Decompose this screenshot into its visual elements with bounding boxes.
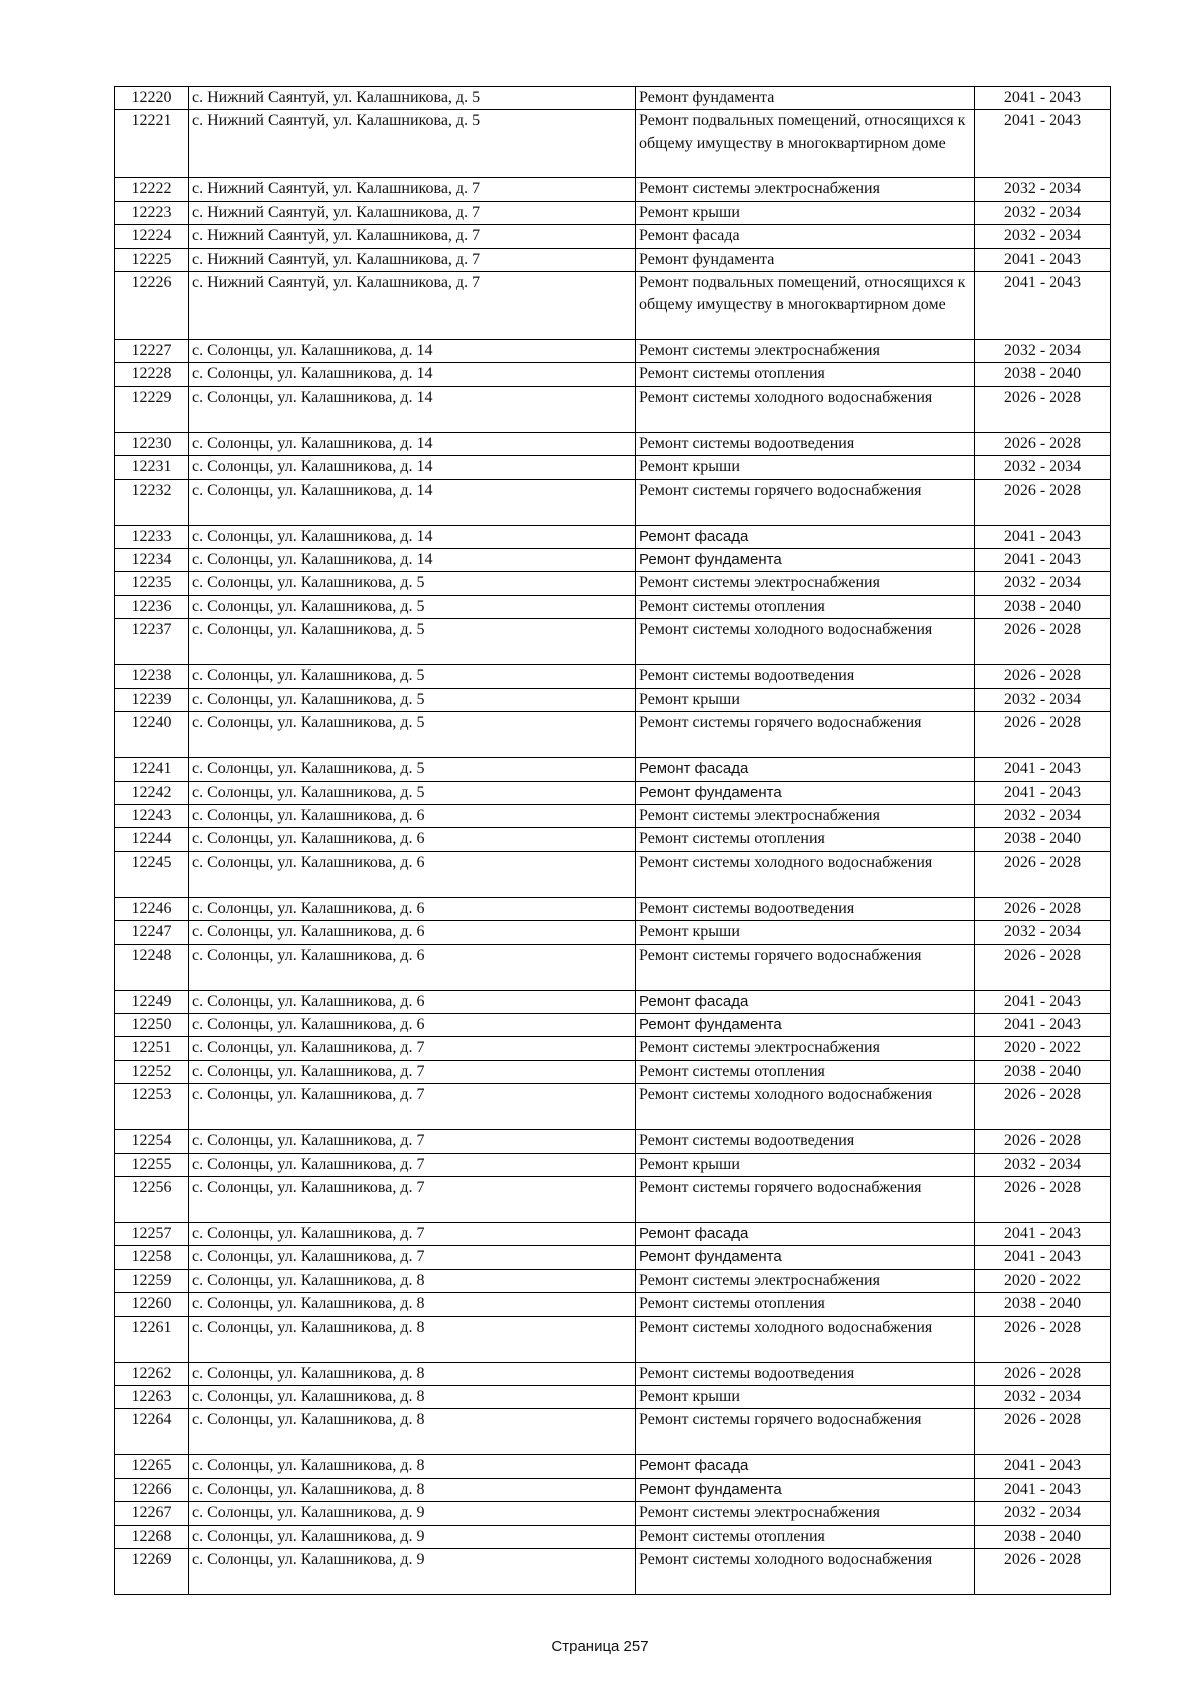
row-number-cell: 12239 bbox=[115, 688, 189, 711]
table-row bbox=[115, 87, 1111, 110]
period-cell: 2026 - 2028 bbox=[975, 665, 1111, 688]
table-row bbox=[115, 804, 1111, 827]
address-cell: с. Солонцы, ул. Калашникова, д. 9 bbox=[189, 1525, 636, 1548]
address-cell: с. Нижний Саянтуй, ул. Калашникова, д. 5 bbox=[189, 110, 636, 178]
table-row bbox=[115, 201, 1111, 224]
period-cell: 2026 - 2028 bbox=[975, 1549, 1111, 1595]
period-cell: 2026 - 2028 bbox=[975, 712, 1111, 758]
work-type-cell: Ремонт системы электроснабжения bbox=[636, 1037, 975, 1060]
row-number-cell: 12235 bbox=[115, 572, 189, 595]
table-body bbox=[115, 87, 1111, 1595]
period-cell: 2041 - 2043 bbox=[975, 87, 1111, 110]
address-cell: с. Солонцы, ул. Калашникова, д. 14 bbox=[189, 386, 636, 432]
period-cell: 2041 - 2043 bbox=[975, 1455, 1111, 1478]
row-number-cell: 12221 bbox=[115, 110, 189, 178]
address-cell: с. Солонцы, ул. Калашникова, д. 5 bbox=[189, 781, 636, 804]
work-type-cell: Ремонт системы горячего водоснабжения bbox=[636, 1176, 975, 1222]
address-cell: с. Солонцы, ул. Калашникова, д. 8 bbox=[189, 1269, 636, 1292]
row-number-cell: 12232 bbox=[115, 479, 189, 525]
row-number-cell: 12248 bbox=[115, 944, 189, 990]
work-type-cell: Ремонт системы отопления bbox=[636, 1525, 975, 1548]
address-cell: с. Солонцы, ул. Калашникова, д. 5 bbox=[189, 758, 636, 781]
table-row bbox=[115, 1084, 1111, 1130]
table-row bbox=[115, 340, 1111, 363]
period-cell: 2041 - 2043 bbox=[975, 1478, 1111, 1501]
period-cell: 2032 - 2034 bbox=[975, 201, 1111, 224]
table-row bbox=[115, 525, 1111, 548]
work-type-cell: Ремонт фундамента bbox=[636, 781, 975, 804]
period-cell: 2038 - 2040 bbox=[975, 828, 1111, 851]
table-row bbox=[115, 944, 1111, 990]
work-type-cell: Ремонт системы холодного водоснабжения bbox=[636, 851, 975, 897]
address-cell: с. Солонцы, ул. Калашникова, д. 8 bbox=[189, 1409, 636, 1455]
work-type-cell: Ремонт фасада bbox=[636, 1455, 975, 1478]
row-number-cell: 12246 bbox=[115, 897, 189, 920]
row-number-cell: 12263 bbox=[115, 1386, 189, 1409]
address-cell: с. Солонцы, ул. Калашникова, д. 6 bbox=[189, 921, 636, 944]
row-number-cell: 12254 bbox=[115, 1130, 189, 1153]
work-type-cell: Ремонт фасада bbox=[636, 1222, 975, 1245]
period-cell: 2032 - 2034 bbox=[975, 340, 1111, 363]
address-cell: с. Солонцы, ул. Калашникова, д. 7 bbox=[189, 1084, 636, 1130]
work-type-cell: Ремонт крыши bbox=[636, 688, 975, 711]
address-cell: с. Солонцы, ул. Калашникова, д. 7 bbox=[189, 1246, 636, 1269]
address-cell: с. Солонцы, ул. Калашникова, д. 14 bbox=[189, 456, 636, 479]
row-number-cell: 12260 bbox=[115, 1293, 189, 1316]
address-cell: с. Солонцы, ул. Калашникова, д. 5 bbox=[189, 595, 636, 618]
period-cell: 2032 - 2034 bbox=[975, 225, 1111, 248]
row-number-cell: 12234 bbox=[115, 549, 189, 572]
period-cell: 2041 - 2043 bbox=[975, 272, 1111, 340]
period-cell: 2026 - 2028 bbox=[975, 897, 1111, 920]
period-cell: 2026 - 2028 bbox=[975, 1130, 1111, 1153]
table-row bbox=[115, 178, 1111, 201]
period-cell: 2032 - 2034 bbox=[975, 804, 1111, 827]
address-cell: с. Солонцы, ул. Калашникова, д. 6 bbox=[189, 944, 636, 990]
work-type-cell: Ремонт фундамента bbox=[636, 549, 975, 572]
address-cell: с. Нижний Саянтуй, ул. Калашникова, д. 7 bbox=[189, 248, 636, 271]
address-cell: с. Солонцы, ул. Калашникова, д. 6 bbox=[189, 1013, 636, 1036]
table-row bbox=[115, 456, 1111, 479]
period-cell: 2041 - 2043 bbox=[975, 248, 1111, 271]
work-type-cell: Ремонт фундамента bbox=[636, 248, 975, 271]
address-cell: с. Нижний Саянтуй, ул. Калашникова, д. 7 bbox=[189, 178, 636, 201]
table-row bbox=[115, 1269, 1111, 1292]
period-cell: 2026 - 2028 bbox=[975, 851, 1111, 897]
row-number-cell: 12255 bbox=[115, 1153, 189, 1176]
table-row bbox=[115, 1502, 1111, 1525]
row-number-cell: 12251 bbox=[115, 1037, 189, 1060]
address-cell: с. Солонцы, ул. Калашникова, д. 14 bbox=[189, 479, 636, 525]
row-number-cell: 12268 bbox=[115, 1525, 189, 1548]
table-row bbox=[115, 1246, 1111, 1269]
period-cell: 2032 - 2034 bbox=[975, 456, 1111, 479]
row-number-cell: 12236 bbox=[115, 595, 189, 618]
work-type-cell: Ремонт системы электроснабжения bbox=[636, 1269, 975, 1292]
work-type-cell: Ремонт системы отопления bbox=[636, 1293, 975, 1316]
address-cell: с. Солонцы, ул. Калашникова, д. 8 bbox=[189, 1455, 636, 1478]
table-row bbox=[115, 549, 1111, 572]
work-type-cell: Ремонт системы отопления bbox=[636, 363, 975, 386]
address-cell: с. Солонцы, ул. Калашникова, д. 14 bbox=[189, 363, 636, 386]
address-cell: с. Солонцы, ул. Калашникова, д. 14 bbox=[189, 340, 636, 363]
address-cell: с. Солонцы, ул. Калашникова, д. 5 bbox=[189, 665, 636, 688]
period-cell: 2041 - 2043 bbox=[975, 1246, 1111, 1269]
address-cell: с. Солонцы, ул. Калашникова, д. 5 bbox=[189, 572, 636, 595]
period-cell: 2026 - 2028 bbox=[975, 1084, 1111, 1130]
period-cell: 2026 - 2028 bbox=[975, 619, 1111, 665]
table-row bbox=[115, 1293, 1111, 1316]
row-number-cell: 12228 bbox=[115, 363, 189, 386]
work-type-cell: Ремонт системы водоотведения bbox=[636, 665, 975, 688]
work-type-cell: Ремонт системы холодного водоснабжения bbox=[636, 619, 975, 665]
row-number-cell: 12249 bbox=[115, 990, 189, 1013]
table-row bbox=[115, 665, 1111, 688]
work-type-cell: Ремонт системы водоотведения bbox=[636, 1130, 975, 1153]
row-number-cell: 12230 bbox=[115, 432, 189, 455]
table-row bbox=[115, 1060, 1111, 1083]
row-number-cell: 12259 bbox=[115, 1269, 189, 1292]
address-cell: с. Солонцы, ул. Калашникова, д. 7 bbox=[189, 1222, 636, 1245]
table-row bbox=[115, 897, 1111, 920]
period-cell: 2041 - 2043 bbox=[975, 549, 1111, 572]
row-number-cell: 12222 bbox=[115, 178, 189, 201]
table-row bbox=[115, 572, 1111, 595]
repair-schedule-table bbox=[114, 86, 1111, 1595]
address-cell: с. Солонцы, ул. Калашникова, д. 7 bbox=[189, 1060, 636, 1083]
period-cell: 2041 - 2043 bbox=[975, 110, 1111, 178]
period-cell: 2041 - 2043 bbox=[975, 525, 1111, 548]
row-number-cell: 12257 bbox=[115, 1222, 189, 1245]
row-number-cell: 12224 bbox=[115, 225, 189, 248]
table-row bbox=[115, 1222, 1111, 1245]
period-cell: 2032 - 2034 bbox=[975, 1386, 1111, 1409]
period-cell: 2041 - 2043 bbox=[975, 758, 1111, 781]
row-number-cell: 12243 bbox=[115, 804, 189, 827]
period-cell: 2038 - 2040 bbox=[975, 1525, 1111, 1548]
table-row bbox=[115, 386, 1111, 432]
address-cell: с. Солонцы, ул. Калашникова, д. 5 bbox=[189, 619, 636, 665]
period-cell: 2026 - 2028 bbox=[975, 479, 1111, 525]
row-number-cell: 12262 bbox=[115, 1362, 189, 1385]
table-row bbox=[115, 1153, 1111, 1176]
table-row bbox=[115, 990, 1111, 1013]
address-cell: с. Солонцы, ул. Калашникова, д. 8 bbox=[189, 1386, 636, 1409]
work-type-cell: Ремонт системы холодного водоснабжения bbox=[636, 386, 975, 432]
work-type-cell: Ремонт системы отопления bbox=[636, 1060, 975, 1083]
table-row bbox=[115, 1316, 1111, 1362]
row-number-cell: 12238 bbox=[115, 665, 189, 688]
row-number-cell: 12229 bbox=[115, 386, 189, 432]
address-cell: с. Солонцы, ул. Калашникова, д. 5 bbox=[189, 688, 636, 711]
row-number-cell: 12247 bbox=[115, 921, 189, 944]
period-cell: 2032 - 2034 bbox=[975, 921, 1111, 944]
work-type-cell: Ремонт системы водоотведения bbox=[636, 897, 975, 920]
table-row bbox=[115, 1525, 1111, 1548]
period-cell: 2026 - 2028 bbox=[975, 944, 1111, 990]
table-row bbox=[115, 1362, 1111, 1385]
work-type-cell: Ремонт фасада bbox=[636, 990, 975, 1013]
work-type-cell: Ремонт системы холодного водоснабжения bbox=[636, 1549, 975, 1595]
period-cell: 2038 - 2040 bbox=[975, 595, 1111, 618]
work-type-cell: Ремонт крыши bbox=[636, 921, 975, 944]
work-type-cell: Ремонт подвальных помещений, относящихся к общему имуществу в многоквартирном доме bbox=[636, 110, 975, 178]
period-cell: 2041 - 2043 bbox=[975, 781, 1111, 804]
table-row bbox=[115, 1013, 1111, 1036]
address-cell: с. Солонцы, ул. Калашникова, д. 6 bbox=[189, 897, 636, 920]
work-type-cell: Ремонт фасада bbox=[636, 525, 975, 548]
table-row bbox=[115, 1130, 1111, 1153]
work-type-cell: Ремонт системы горячего водоснабжения bbox=[636, 479, 975, 525]
address-cell: с. Солонцы, ул. Калашникова, д. 7 bbox=[189, 1130, 636, 1153]
period-cell: 2026 - 2028 bbox=[975, 432, 1111, 455]
work-type-cell: Ремонт крыши bbox=[636, 1386, 975, 1409]
address-cell: с. Нижний Саянтуй, ул. Калашникова, д. 7 bbox=[189, 225, 636, 248]
work-type-cell: Ремонт системы электроснабжения bbox=[636, 804, 975, 827]
work-type-cell: Ремонт крыши bbox=[636, 456, 975, 479]
table-row bbox=[115, 1549, 1111, 1595]
address-cell: с. Солонцы, ул. Калашникова, д. 8 bbox=[189, 1293, 636, 1316]
work-type-cell: Ремонт системы водоотведения bbox=[636, 1362, 975, 1385]
row-number-cell: 12226 bbox=[115, 272, 189, 340]
table-row bbox=[115, 758, 1111, 781]
address-cell: с. Солонцы, ул. Калашникова, д. 6 bbox=[189, 851, 636, 897]
table-row bbox=[115, 1478, 1111, 1501]
row-number-cell: 12244 bbox=[115, 828, 189, 851]
table-row bbox=[115, 363, 1111, 386]
work-type-cell: Ремонт фундамента bbox=[636, 1478, 975, 1501]
period-cell: 2032 - 2034 bbox=[975, 1502, 1111, 1525]
row-number-cell: 12266 bbox=[115, 1478, 189, 1501]
period-cell: 2041 - 2043 bbox=[975, 1222, 1111, 1245]
work-type-cell: Ремонт подвальных помещений, относящихся к общему имуществу в многоквартирном доме bbox=[636, 272, 975, 340]
row-number-cell: 12267 bbox=[115, 1502, 189, 1525]
page-number: Страница 257 bbox=[551, 1638, 649, 1655]
address-cell: с. Солонцы, ул. Калашникова, д. 7 bbox=[189, 1176, 636, 1222]
address-cell: с. Солонцы, ул. Калашникова, д. 8 bbox=[189, 1316, 636, 1362]
address-cell: с. Нижний Саянтуй, ул. Калашникова, д. 7 bbox=[189, 201, 636, 224]
table-row bbox=[115, 1037, 1111, 1060]
address-cell: с. Солонцы, ул. Калашникова, д. 7 bbox=[189, 1153, 636, 1176]
address-cell: с. Солонцы, ул. Калашникова, д. 14 bbox=[189, 549, 636, 572]
period-cell: 2026 - 2028 bbox=[975, 1316, 1111, 1362]
row-number-cell: 12250 bbox=[115, 1013, 189, 1036]
row-number-cell: 12256 bbox=[115, 1176, 189, 1222]
work-type-cell: Ремонт системы электроснабжения bbox=[636, 178, 975, 201]
address-cell: с. Солонцы, ул. Калашникова, д. 7 bbox=[189, 1037, 636, 1060]
work-type-cell: Ремонт фасада bbox=[636, 225, 975, 248]
work-type-cell: Ремонт системы отопления bbox=[636, 595, 975, 618]
work-type-cell: Ремонт системы электроснабжения bbox=[636, 572, 975, 595]
table-row bbox=[115, 688, 1111, 711]
work-type-cell: Ремонт крыши bbox=[636, 201, 975, 224]
period-cell: 2038 - 2040 bbox=[975, 1293, 1111, 1316]
row-number-cell: 12245 bbox=[115, 851, 189, 897]
table-row bbox=[115, 781, 1111, 804]
table-row bbox=[115, 1409, 1111, 1455]
row-number-cell: 12240 bbox=[115, 712, 189, 758]
work-type-cell: Ремонт фасада bbox=[636, 758, 975, 781]
address-cell: с. Солонцы, ул. Калашникова, д. 8 bbox=[189, 1478, 636, 1501]
row-number-cell: 12225 bbox=[115, 248, 189, 271]
row-number-cell: 12264 bbox=[115, 1409, 189, 1455]
row-number-cell: 12253 bbox=[115, 1084, 189, 1130]
period-cell: 2026 - 2028 bbox=[975, 386, 1111, 432]
address-cell: с. Солонцы, ул. Калашникова, д. 14 bbox=[189, 432, 636, 455]
period-cell: 2026 - 2028 bbox=[975, 1362, 1111, 1385]
period-cell: 2032 - 2034 bbox=[975, 688, 1111, 711]
address-cell: с. Солонцы, ул. Калашникова, д. 14 bbox=[189, 525, 636, 548]
work-type-cell: Ремонт системы электроснабжения bbox=[636, 1502, 975, 1525]
period-cell: 2041 - 2043 bbox=[975, 990, 1111, 1013]
work-type-cell: Ремонт системы горячего водоснабжения bbox=[636, 712, 975, 758]
work-type-cell: Ремонт системы электроснабжения bbox=[636, 340, 975, 363]
table-row bbox=[115, 248, 1111, 271]
address-cell: с. Солонцы, ул. Калашникова, д. 8 bbox=[189, 1362, 636, 1385]
work-type-cell: Ремонт фундамента bbox=[636, 1246, 975, 1269]
table-row bbox=[115, 1386, 1111, 1409]
period-cell: 2020 - 2022 bbox=[975, 1037, 1111, 1060]
table-row bbox=[115, 110, 1111, 178]
work-type-cell: Ремонт системы горячего водоснабжения bbox=[636, 944, 975, 990]
period-cell: 2032 - 2034 bbox=[975, 178, 1111, 201]
table-row bbox=[115, 1455, 1111, 1478]
period-cell: 2041 - 2043 bbox=[975, 1013, 1111, 1036]
period-cell: 2026 - 2028 bbox=[975, 1176, 1111, 1222]
row-number-cell: 12261 bbox=[115, 1316, 189, 1362]
work-type-cell: Ремонт системы горячего водоснабжения bbox=[636, 1409, 975, 1455]
address-cell: с. Нижний Саянтуй, ул. Калашникова, д. 5 bbox=[189, 87, 636, 110]
row-number-cell: 12252 bbox=[115, 1060, 189, 1083]
row-number-cell: 12223 bbox=[115, 201, 189, 224]
work-type-cell: Ремонт системы холодного водоснабжения bbox=[636, 1316, 975, 1362]
period-cell: 2032 - 2034 bbox=[975, 572, 1111, 595]
table-row bbox=[115, 595, 1111, 618]
work-type-cell: Ремонт фундамента bbox=[636, 87, 975, 110]
row-number-cell: 12220 bbox=[115, 87, 189, 110]
period-cell: 2026 - 2028 bbox=[975, 1409, 1111, 1455]
period-cell: 2038 - 2040 bbox=[975, 1060, 1111, 1083]
period-cell: 2032 - 2034 bbox=[975, 1153, 1111, 1176]
table-row bbox=[115, 619, 1111, 665]
work-type-cell: Ремонт системы холодного водоснабжения bbox=[636, 1084, 975, 1130]
row-number-cell: 12241 bbox=[115, 758, 189, 781]
work-type-cell: Ремонт системы отопления bbox=[636, 828, 975, 851]
table-row bbox=[115, 479, 1111, 525]
address-cell: с. Солонцы, ул. Калашникова, д. 9 bbox=[189, 1502, 636, 1525]
table-row bbox=[115, 432, 1111, 455]
address-cell: с. Солонцы, ул. Калашникова, д. 5 bbox=[189, 712, 636, 758]
period-cell: 2020 - 2022 bbox=[975, 1269, 1111, 1292]
row-number-cell: 12258 bbox=[115, 1246, 189, 1269]
row-number-cell: 12233 bbox=[115, 525, 189, 548]
work-type-cell: Ремонт системы водоотведения bbox=[636, 432, 975, 455]
address-cell: с. Солонцы, ул. Калашникова, д. 9 bbox=[189, 1549, 636, 1595]
work-type-cell: Ремонт фундамента bbox=[636, 1013, 975, 1036]
table-row bbox=[115, 1176, 1111, 1222]
table-row bbox=[115, 851, 1111, 897]
address-cell: с. Солонцы, ул. Калашникова, д. 6 bbox=[189, 828, 636, 851]
address-cell: с. Нижний Саянтуй, ул. Калашникова, д. 7 bbox=[189, 272, 636, 340]
table-row bbox=[115, 712, 1111, 758]
address-cell: с. Солонцы, ул. Калашникова, д. 6 bbox=[189, 804, 636, 827]
row-number-cell: 12237 bbox=[115, 619, 189, 665]
table-row bbox=[115, 272, 1111, 340]
table-row bbox=[115, 828, 1111, 851]
row-number-cell: 12242 bbox=[115, 781, 189, 804]
work-type-cell: Ремонт крыши bbox=[636, 1153, 975, 1176]
row-number-cell: 12265 bbox=[115, 1455, 189, 1478]
address-cell: с. Солонцы, ул. Калашникова, д. 6 bbox=[189, 990, 636, 1013]
table-row bbox=[115, 921, 1111, 944]
period-cell: 2038 - 2040 bbox=[975, 363, 1111, 386]
row-number-cell: 12227 bbox=[115, 340, 189, 363]
row-number-cell: 12269 bbox=[115, 1549, 189, 1595]
table-row bbox=[115, 225, 1111, 248]
row-number-cell: 12231 bbox=[115, 456, 189, 479]
